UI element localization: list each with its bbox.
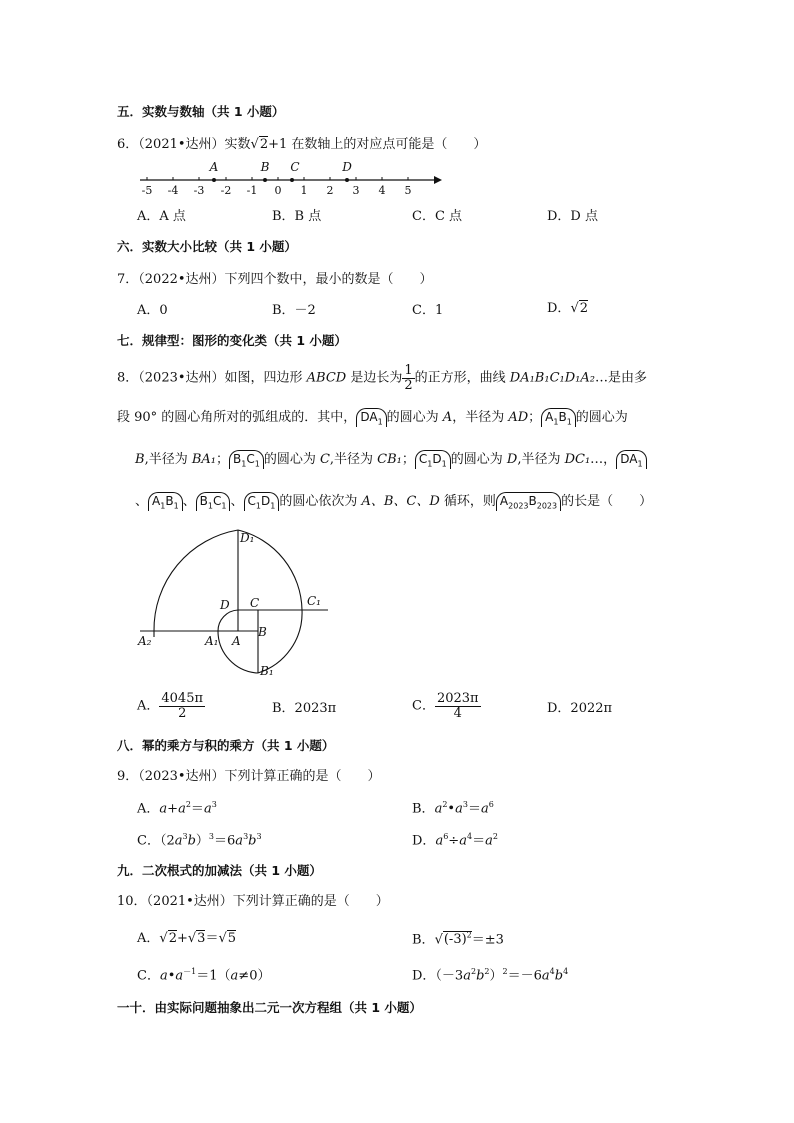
arc-a1b1: $A_1B_1$ (541, 408, 576, 427)
figure-label: A₂ (138, 634, 152, 648)
sqrt-expression: √2 (250, 137, 269, 152)
option-c[interactable]: C．$(2a^3b)^3=6a^3b^3$ (137, 832, 262, 849)
option-a[interactable]: A．A 点 (137, 209, 186, 224)
fraction: $\frac{1}{2}$ (404, 363, 413, 393)
point-label: D (342, 160, 352, 174)
arc-da1: $DA_1$ (356, 408, 386, 427)
question-10: 10．（2021•达州）下列计算正确的是（ ） (117, 894, 389, 909)
arc-da1: $DA_1$ (616, 450, 646, 469)
option-b[interactable]: B．－2 (272, 303, 316, 318)
tick-label: 4 (378, 184, 386, 197)
option-c[interactable]: C． $\frac{2023\pi}{4}$ (412, 691, 479, 721)
question-8-line-3: B,半径为 BA₁； $B_1C_1$ 的圆心为 C,半径为 CB₁； $C_1D_1$ 的圆心为 D,半径为 DC₁…， $DA_1$ (135, 450, 647, 469)
fraction: $\frac{2023\pi}{4}$ (436, 691, 479, 721)
arc-c1d1: $C_1D_1$ (415, 450, 451, 469)
option-b[interactable]: B．$√(-3)^2=\pm 3$ (412, 931, 504, 948)
point-d-dot (345, 178, 349, 182)
option-c[interactable]: C．C 点 (412, 209, 463, 224)
tick-label: -3 (193, 184, 205, 197)
tick-label: 2 (326, 184, 334, 197)
option-d[interactable]: D．$a^6\div a^4=a^2$ (412, 832, 498, 849)
option-c[interactable]: C．$a•a^{-1}=1(a\ne 0)$ (137, 967, 271, 984)
figure-label: D (220, 598, 230, 612)
tick-label: 3 (352, 184, 360, 197)
option-c[interactable]: C．1 (412, 303, 444, 318)
option-a[interactable]: A．0 (137, 303, 168, 318)
section-heading-10: 一十．由实际问题抽象出二元一次方程组（共 1 小题） (117, 1000, 422, 1015)
point-label: B (260, 160, 270, 174)
point-label: A (209, 160, 219, 174)
question-7: 7．（2022•达州）下列四个数中，最小的数是（ ） (117, 272, 433, 287)
question-6 (117, 138, 486, 151)
question-6-tail: +1 在数轴上的对应点可能是（ ） (268, 137, 487, 152)
figure-label: B₁ (260, 664, 274, 678)
question-8-line-1: 8．（2023•达州）如图，四边形 ABCD 是边长为 $\frac{1}{2}$ 的正方形，曲线 DA₁B₁C₁D₁A₂…是由多 (117, 363, 647, 393)
section-heading-7: 七．规律型：图形的变化类（共 1 小题） (117, 333, 347, 348)
question-8-line-2: 段 90° 的圆心角所对的弧组成的．其中， $DA_1$ 的圆心为 A，半径为 AD； $A_1B_1$ 的圆心为 (117, 410, 628, 427)
sqrt-expression: √2 (570, 301, 589, 316)
tick-label: -2 (220, 184, 232, 197)
number-line (130, 158, 450, 198)
fraction: $\frac{4045\pi}{2}$ (161, 691, 204, 721)
arc-b1c1: $B_1C_1$ (196, 492, 231, 511)
section-heading-8: 八．幂的乘方与积的乘方（共 1 小题） (117, 738, 335, 753)
question-8-line-4: 、 $A_1B_1$ 、 $B_1C_1$ 、 $C_1D_1$ 的圆心依次为 A、B、C、D 循环，则 $A_{2023}B_{2023}$ 的长是（ ） (135, 494, 653, 511)
option-d[interactable]: D．√2 (547, 301, 589, 316)
tick-label: -1 (246, 184, 258, 197)
option-b[interactable]: B．$a^2•a^3=a^6$ (412, 800, 494, 817)
option-d[interactable]: D．2022π (547, 701, 613, 716)
point-label: C (290, 160, 300, 174)
option-d[interactable]: D．$(-3a^2b^2)^2=-6a^4b^4$ (412, 967, 569, 984)
figure-label: C (250, 596, 260, 610)
point-b-dot (263, 178, 267, 182)
tick-label: -5 (141, 184, 153, 197)
option-b[interactable]: B．2023π (272, 701, 337, 716)
arc-a2023b2023: $A_{2023}B_{2023}$ (496, 492, 561, 511)
section-heading-5: 五．实数与数轴（共 1 小题） (117, 104, 285, 119)
section-heading-6: 六．实数大小比较（共 1 小题） (117, 239, 297, 254)
tick-label: -4 (167, 184, 179, 197)
question-9: 9．（2023•达州）下列计算正确的是（ ） (117, 769, 381, 784)
point-c-dot (290, 178, 294, 182)
tick-label: 1 (300, 184, 308, 197)
tick-label: 5 (404, 184, 412, 197)
arc-a1b1: $A_1B_1$ (148, 492, 183, 511)
option-b[interactable]: B．B 点 (272, 209, 322, 224)
option-a[interactable]: A．√2+√3＝√5 (137, 931, 237, 946)
figure-label: C₁ (307, 594, 321, 608)
point-a-dot (212, 178, 216, 182)
tick-label: 0 (274, 184, 282, 197)
option-a[interactable]: A．$a+a^2=a^3$ (137, 800, 217, 817)
figure-label: A (232, 634, 241, 648)
arc-c1d1: $C_1D_1$ (244, 492, 280, 511)
spiral-figure (130, 525, 345, 685)
option-d[interactable]: D．D 点 (547, 209, 598, 224)
figure-label: A₁ (205, 634, 219, 648)
question-6-prefix: 6．（2021•达州）实数 (117, 137, 251, 152)
option-a[interactable]: A． $\frac{4045\pi}{2}$ (137, 691, 204, 721)
section-heading-9: 九．二次根式的加减法（共 1 小题） (117, 863, 322, 878)
figure-label: B (258, 625, 267, 639)
figure-label: D₁ (240, 531, 255, 545)
arc-b1c1: $B_1C_1$ (229, 450, 264, 469)
